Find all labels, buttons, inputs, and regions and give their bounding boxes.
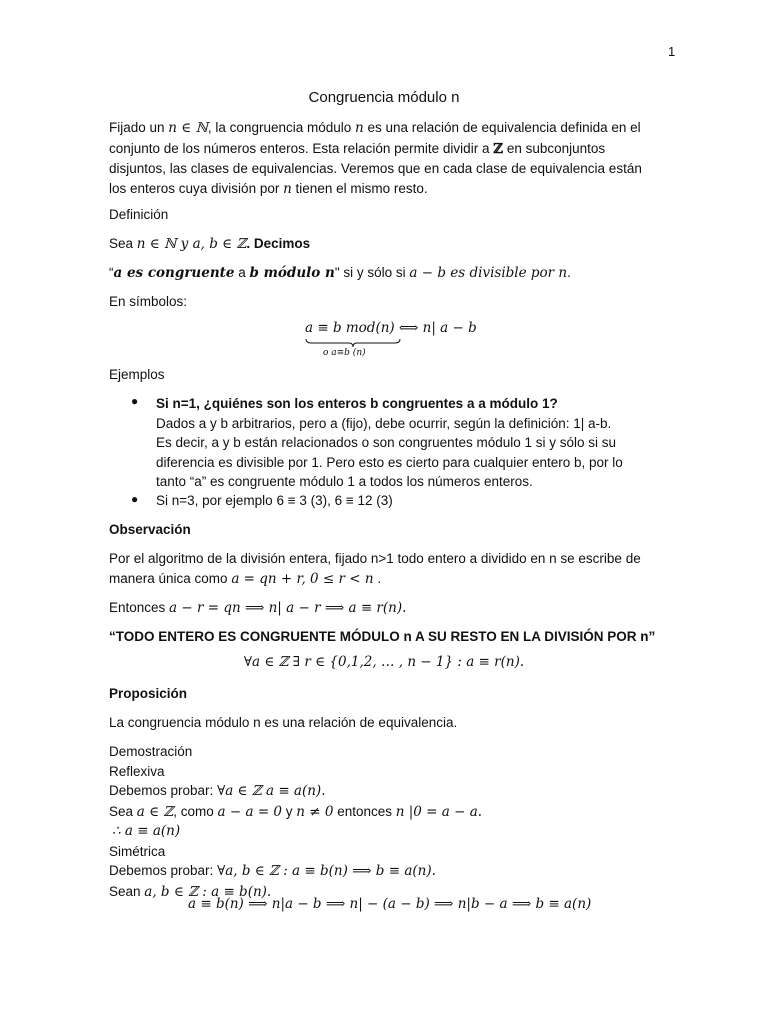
text: . Decimos (246, 236, 311, 251)
math: a − b es divisible por n (409, 265, 568, 281)
symbols-heading: En símbolos: (109, 294, 188, 309)
text: Es decir, a y b están relacionados o son congruentes módulo 1 si y sólo si su (156, 435, 617, 450)
text: Sean (109, 883, 145, 899)
math: a, b ∈ ℤ : a ≡ b(n). (144, 883, 272, 900)
symmetric-chain: a ≡ b(n) ⟹ n|a − b ⟹ n| − (a − b) ⟹ n|b − a ⟹ b ≡ a(n) (188, 896, 592, 912)
math: n (355, 120, 364, 136)
math: ∀a, b ∈ ℤ : a ≡ b(n) ⟹ b ≡ a(n). (217, 863, 436, 879)
example-item-1 (156, 394, 686, 492)
underbrace-group (305, 320, 395, 358)
page-title: Congruencia módulo n (308, 89, 460, 106)
math: a − a = 0 (217, 803, 283, 820)
text: a (234, 265, 250, 280)
observation-formula: ∀a ∈ ℤ ∃ r ∈ {0,1,2, … , n − 1} : a ≡ r(n). (243, 654, 525, 670)
text: tanto “a” es congruente módulo 1 a todos los números enteros. (156, 474, 533, 489)
math: n ≠ 0 (296, 803, 334, 820)
text: , la congruencia módulo (207, 120, 356, 135)
math: b módulo n (249, 265, 335, 281)
text: diferencia es divisible por 1. Pero esto es cierto para cualquier entero b, por lo (156, 454, 623, 470)
proposition-text: La congruencia módulo n es una relación de equivalencia. (109, 715, 458, 730)
math: a es congruente (113, 265, 235, 281)
text: los enteros cuya división por (109, 180, 284, 196)
math: n ∈ ℕ (168, 120, 208, 136)
text: Debemos probar: (109, 783, 218, 798)
intro-paragraph (109, 118, 669, 199)
symmetric-heading: Simétrica (109, 843, 166, 859)
text: Debemos probar: (109, 863, 218, 878)
underbrace-label: o a≡b (n) (323, 348, 366, 358)
text: Si n=1, ¿quiénes son los enteros b congruentes a a módulo 1? (156, 396, 558, 411)
math: ∴ a ≡ a(n) (112, 823, 181, 839)
math: ∀a ∈ ℤ a ≡ a(n). (217, 783, 326, 799)
example-item-2: Si n=3, por ejemplo 6 ≡ 3 (3), 6 ≡ 12 (3) (156, 493, 393, 508)
text: . (373, 570, 382, 586)
underbrace-icon (305, 338, 401, 348)
text: Dados a y b arbitrarios, pero a (fijo), debe ocurrir, según la definición: 1| a-b. (156, 415, 612, 431)
definition-heading: Definición (109, 207, 169, 222)
definition-line-2 (109, 263, 709, 284)
math: a − r = qn ⟹ n| a − r ⟹ a ≡ r(n). (169, 600, 407, 616)
observation-paragraph (109, 549, 689, 589)
math: n |0 = a − a. (395, 803, 483, 820)
math: a ∈ ℤ (136, 803, 174, 820)
math: n (283, 180, 292, 197)
text: , como (173, 803, 218, 819)
bullet-icon: ● (131, 492, 139, 506)
text: Sea (109, 236, 137, 251)
text: manera única como (109, 570, 232, 586)
text: entonces (333, 803, 396, 819)
examples-heading: Ejemplos (109, 367, 165, 382)
bullet-icon: ● (131, 394, 139, 408)
text: es una relación de equivalencia definida en el (363, 120, 641, 135)
text: y (282, 803, 297, 819)
text: Fijado un (109, 120, 169, 135)
text: “ (109, 265, 114, 280)
reflexive-heading: Reflexiva (109, 763, 165, 779)
text: conjunto de los números enteros. Esta relación permite dividir a (109, 140, 494, 156)
definition-line-1 (109, 234, 669, 255)
text: en subconjuntos (503, 140, 606, 156)
text: Por el algoritmo de la división entera, fijado n>1 todo entero a dividido en n se escribe de (109, 551, 641, 566)
text: " si y sólo si (334, 265, 410, 280)
proof-block (109, 742, 669, 902)
math: n ∈ ℕ y a, b ∈ ℤ (136, 236, 247, 252)
observation-line-3 (109, 598, 669, 619)
text: tienen el mismo resto. (291, 180, 428, 196)
text: Sea (109, 803, 137, 819)
page-number: 1 (668, 44, 676, 59)
text: . (567, 265, 571, 280)
observation-caps: “TODO ENTERO ES CONGRUENTE MÓDULO n A SU RESTO EN LA DIVISIÓN POR n” (109, 629, 656, 644)
observation-heading: Observación (109, 522, 191, 537)
math: a = qn + r, 0 ≤ r < n (231, 570, 374, 587)
proof-heading: Demostración (109, 744, 193, 759)
text: Entonces (109, 600, 170, 615)
math: ⟺ n| a − b (394, 320, 477, 336)
math: ℤ (493, 140, 504, 157)
symbols-formula (305, 320, 477, 358)
proposition-heading: Proposición (109, 686, 188, 701)
text: disjuntos, las clases de equivalencias. Veremos que en cada clase de equivalencia están (109, 161, 642, 176)
math: a ≡ b mod(n) (305, 320, 395, 336)
